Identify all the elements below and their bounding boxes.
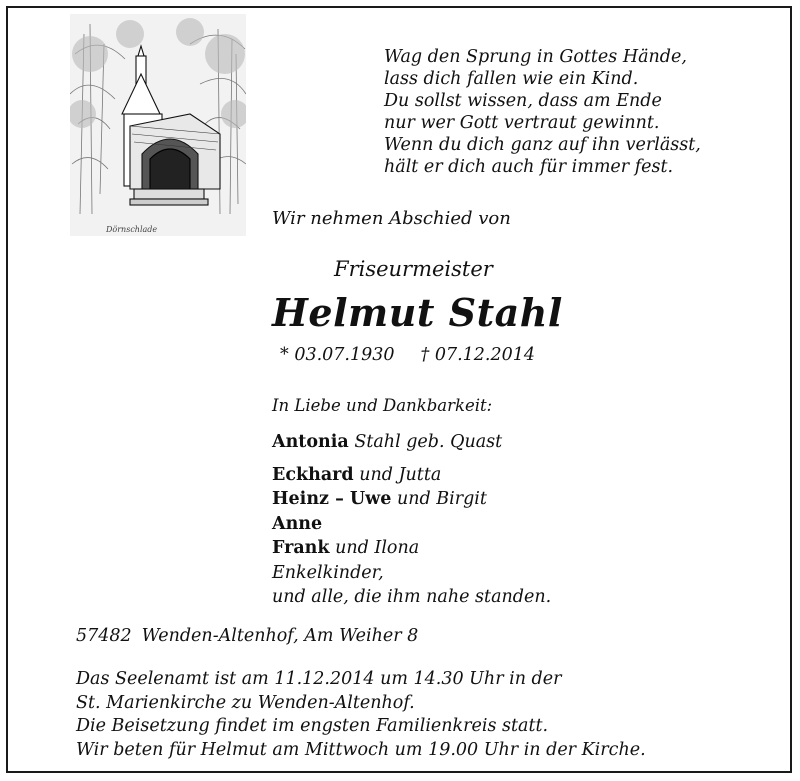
illustration-signature: Dörnschlade <box>106 225 158 234</box>
notice-line: Wir beten für Helmut am Mittwoch um 19.00 Uhr in der Kirche. <box>76 739 646 760</box>
notice-line: Das Seelenamt ist am 11.12.2014 um 14.30 Uhr in der <box>76 669 562 689</box>
poem-line: lass dich fallen wie ein Kind. <box>384 69 639 89</box>
service-notice <box>76 668 646 762</box>
profession: Friseurmeister <box>334 257 493 281</box>
family-member: Anne <box>272 513 323 534</box>
family-others: und alle, die ihm nahe standen. <box>272 587 552 607</box>
family-member: Frank und Ilona <box>272 538 420 558</box>
poem-line: hält er dich auch für immer fest. <box>384 157 674 177</box>
poem-line: Wenn du dich ganz auf ihn verlässt, <box>384 135 701 155</box>
address-zip: 57482 <box>76 626 132 646</box>
birth-date: * 03.07.1930 <box>280 345 395 365</box>
deceased-name: Helmut Stahl <box>272 290 563 335</box>
poem-line: nur wer Gott vertraut gewinnt. <box>384 113 660 133</box>
farewell-intro: Wir nehmen Abschied von <box>272 208 511 229</box>
address <box>76 626 418 646</box>
death-date: † 07.12.2014 <box>420 345 536 365</box>
family-list <box>272 430 551 610</box>
notice-line: Die Beisetzung findet im engsten Familienkreis statt. <box>76 716 549 736</box>
poem-line: Wag den Sprung in Gottes Hände, <box>384 47 687 67</box>
poem <box>384 46 701 178</box>
life-dates <box>280 345 535 365</box>
family-grandchildren: Enkelkinder, <box>272 562 384 583</box>
gratitude-line: In Liebe und Dankbarkeit: <box>272 396 493 415</box>
chapel-illustration <box>70 14 246 236</box>
family-member: Antonia Stahl geb. Quast <box>272 432 503 452</box>
family-member: Heinz – Uwe und Birgit <box>272 489 487 509</box>
notice-line: St. Marienkirche zu Wenden-Altenhof. <box>76 692 415 713</box>
family-member: Eckhard und Jutta <box>272 464 442 485</box>
address-place: Wenden-Altenhof, Am Weiher 8 <box>141 626 419 646</box>
poem-line: Du sollst wissen, dass am Ende <box>384 91 662 111</box>
